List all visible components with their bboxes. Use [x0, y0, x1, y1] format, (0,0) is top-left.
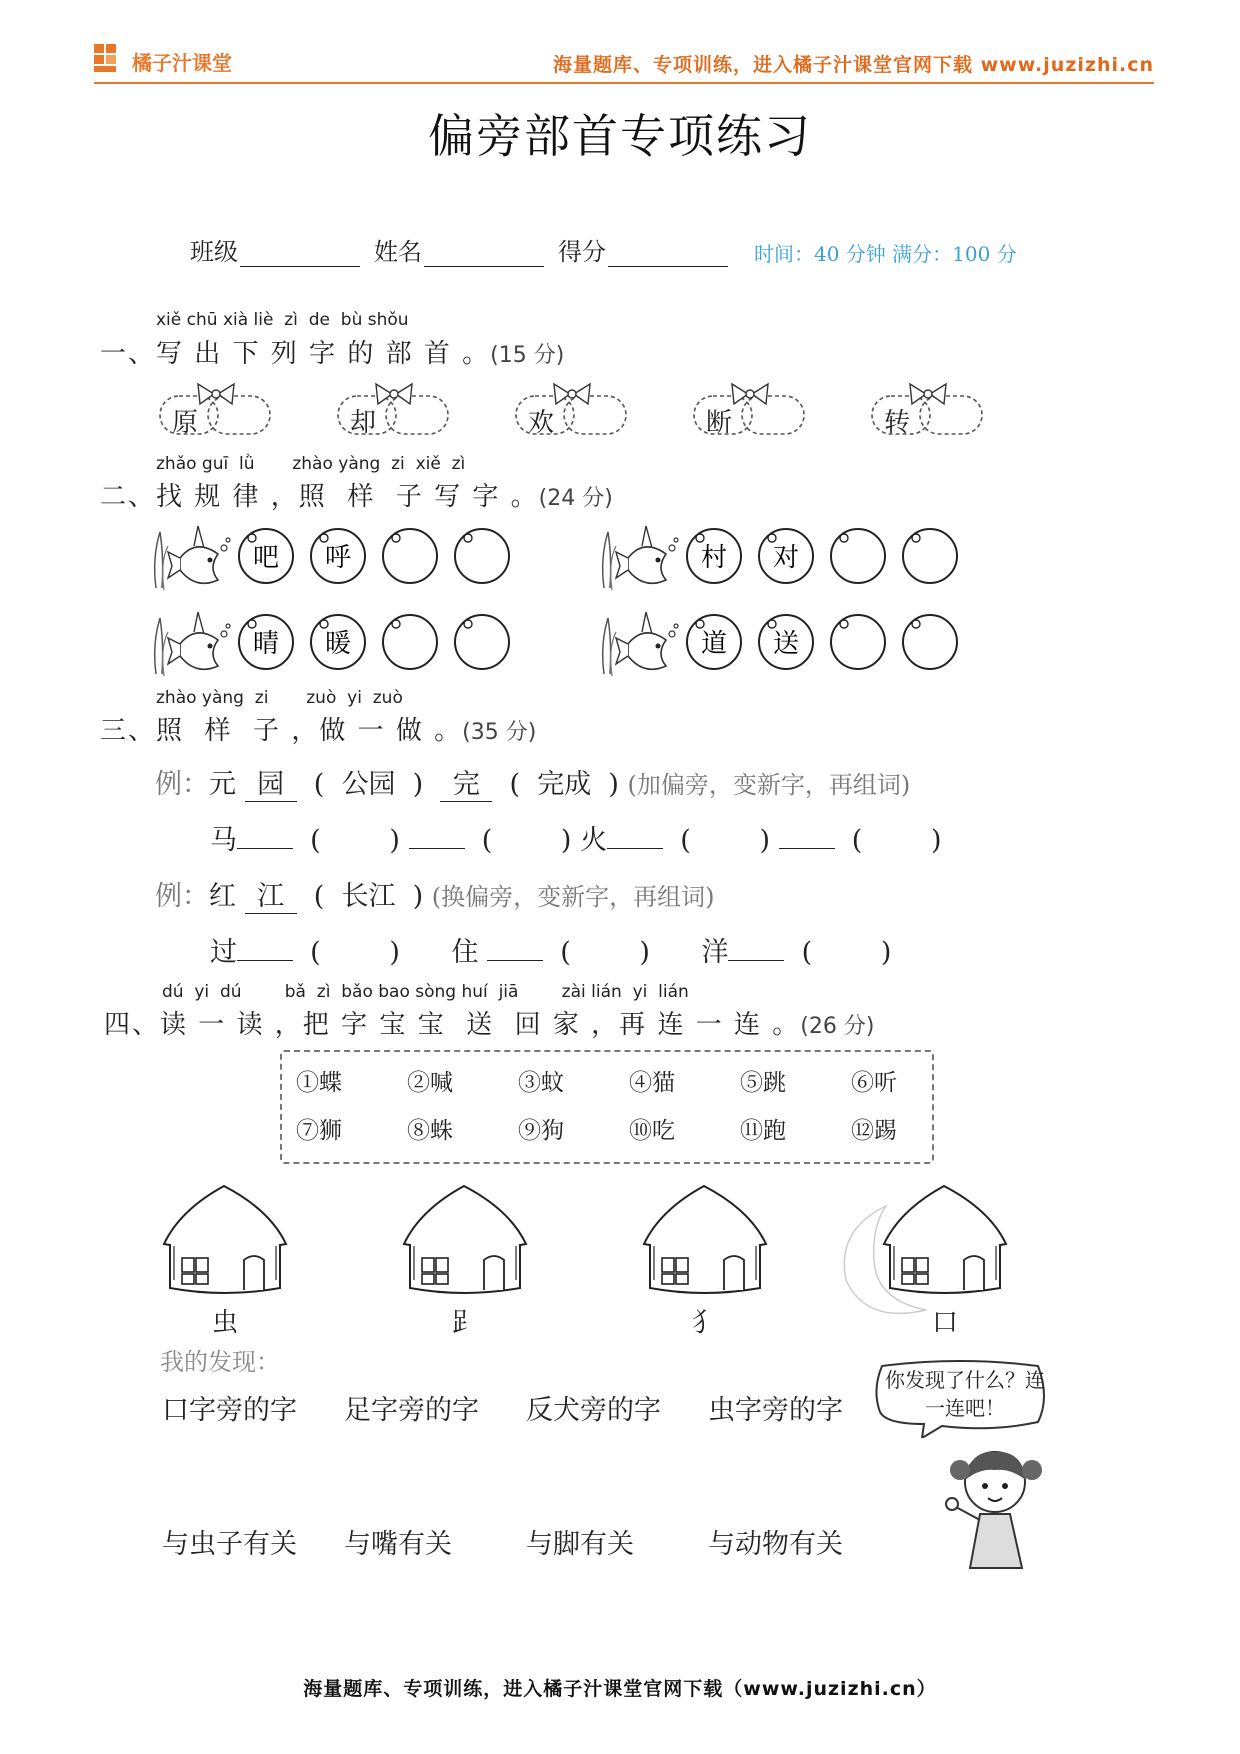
class-label: 班级: [190, 238, 238, 266]
bubble-highlight: [248, 534, 256, 542]
exercise2-char-yang: 洋: [701, 937, 729, 968]
header-divider: [94, 82, 1154, 84]
category-item[interactable]: 虫字旁的字: [708, 1395, 843, 1426]
paren-close: ): [930, 825, 942, 856]
section3-title-text: 三、照 样 子 ，做 一 做 。: [100, 716, 463, 746]
section1-char: 断: [706, 408, 733, 438]
section1-char: 转: [884, 408, 911, 438]
score-blank[interactable]: [608, 242, 728, 267]
bubble-highlight: [248, 620, 256, 628]
bubble-char: 对: [772, 543, 800, 573]
meaning-item[interactable]: 与动物有关: [708, 1529, 843, 1560]
paren-close: ): [389, 937, 400, 968]
example1-note: (加偏旁，变新字，再组词): [627, 771, 911, 799]
section1-title-text: 一、写 出 下 列 字 的 部 首 。: [100, 339, 491, 369]
paren-open: (: [801, 937, 813, 968]
example1-char: 元: [209, 769, 236, 800]
bubble-highlight: [696, 534, 704, 542]
exercise1-char-ma: 马: [210, 825, 237, 856]
meaning-item[interactable]: 与虫子有关: [162, 1529, 297, 1560]
character-item[interactable]: ⑦狮: [296, 1118, 342, 1144]
character-item[interactable]: ⑧蛛: [407, 1118, 453, 1144]
category-item[interactable]: 反犬旁的字: [526, 1395, 661, 1426]
exercise2-row: [210, 930, 891, 969]
paren-open: (: [481, 825, 493, 856]
category-item[interactable]: 足字旁的字: [344, 1395, 479, 1426]
example1-word2: ( 完成 ): [509, 769, 619, 800]
example2-new-char: 江: [245, 874, 297, 914]
section1-title: [100, 333, 564, 370]
logo-text: 橘子汁课堂: [132, 51, 232, 75]
example2-label: 例：: [155, 881, 209, 912]
bubble-char: 村: [700, 543, 728, 573]
bubble-highlight: [912, 534, 920, 542]
character-item[interactable]: ⑥听: [851, 1070, 897, 1096]
paren-open: (: [851, 825, 863, 856]
bubble-answer-blank[interactable]: [455, 615, 509, 669]
exercise2-char-guo: 过: [210, 937, 237, 968]
paren-open: (: [310, 825, 321, 856]
bubble-answer-blank[interactable]: [831, 615, 885, 669]
bubble-char: 送: [772, 629, 800, 659]
score-label: 得分: [558, 238, 606, 266]
bubble-highlight: [392, 620, 400, 628]
moon-decoration-icon: [826, 1200, 946, 1330]
header-slogan: 海量题库、专项训练，进入橘子汁课堂官网下载 www.juzizhi.cn: [553, 54, 1154, 76]
page-title: 偏旁部首专项练习: [428, 109, 812, 163]
section1-answer-blank[interactable]: [750, 400, 802, 434]
section3-pinyin: zhào yàng zi zuò yi zuò: [156, 688, 403, 708]
example2-row: [155, 874, 715, 914]
paren-open: (: [310, 937, 321, 968]
section2-title-text: 二、找 规 律 ，照 样 子 写 字 。: [100, 482, 539, 512]
paren-open: (: [560, 937, 571, 968]
bubble-highlight: [840, 620, 848, 628]
section4-title-text: 四、读 一 读 ，把 字 宝 宝 送 回 家 ，再 连 一 连 。: [104, 1010, 801, 1040]
bubble-char: 呼: [324, 543, 352, 573]
bubble-answer-blank[interactable]: [455, 529, 509, 583]
bubble-answer-blank[interactable]: [831, 529, 885, 583]
exercise2-blank1[interactable]: [237, 960, 293, 961]
name-label: 姓名: [374, 238, 422, 266]
section3-title: [100, 710, 536, 747]
logo-icon: [94, 44, 128, 74]
section1-score: (15 分): [490, 343, 565, 368]
footer-text: 海量题库、专项训练，进入橘子汁课堂官网下载（www.juzizhi.cn）: [303, 1678, 937, 1700]
section1-answer-blank[interactable]: [928, 400, 980, 434]
bubble-highlight: [840, 534, 848, 542]
class-blank[interactable]: [240, 242, 360, 267]
bubble-char: 晴: [252, 629, 280, 659]
exercise1-blank4[interactable]: [779, 848, 835, 849]
example2-char: 红: [209, 881, 236, 912]
speech-text: 你发现了什么？连一连吧！: [885, 1368, 1045, 1420]
section1-char: 却: [350, 408, 377, 438]
section4-score: (26 分): [800, 1014, 875, 1039]
exercise1-blank2[interactable]: [409, 848, 465, 849]
house-icon[interactable]: [400, 1180, 530, 1300]
section2-pinyin: zhǎo guī lǜ zhào yàng zi xiě zì: [156, 454, 466, 474]
house-radical: 口: [932, 1308, 959, 1338]
paren-close: ): [389, 825, 400, 856]
bubble-highlight: [392, 534, 400, 542]
house-radical: 虫: [212, 1308, 239, 1338]
bubble-answer-blank[interactable]: [903, 529, 957, 583]
bubble-char: 吧: [252, 543, 280, 573]
example1-word1: ( 公园 ): [313, 769, 424, 800]
paren-close: ): [880, 937, 892, 968]
character-item[interactable]: ⑩吃: [629, 1118, 675, 1144]
bubble-answer-blank[interactable]: [903, 615, 957, 669]
character-item[interactable]: ⑤跳: [740, 1070, 786, 1096]
student-info-row: [190, 232, 1017, 267]
bubble-highlight: [768, 620, 776, 628]
exercise1-blank1[interactable]: [237, 848, 293, 849]
section2-score: (24 分): [538, 486, 613, 511]
bubble-char: 道: [700, 629, 728, 659]
category-item[interactable]: 口字旁的字: [162, 1395, 297, 1426]
character-item[interactable]: ②喊: [407, 1070, 453, 1096]
fish-icon: [155, 526, 230, 590]
bubble-highlight: [696, 620, 704, 628]
bubble-highlight: [320, 534, 328, 542]
section1-pinyin: xiě chū xià liè zì de bù shǒu: [156, 310, 409, 330]
paren-close: ): [639, 937, 650, 968]
paren-open: (: [680, 825, 691, 856]
house-icon[interactable]: [640, 1180, 770, 1300]
house-icon[interactable]: [160, 1180, 290, 1300]
section1-answer-blank[interactable]: [572, 400, 624, 434]
example1-row: [155, 762, 910, 802]
meaning-item[interactable]: 与嘴有关: [344, 1529, 452, 1560]
example2-note: (换偏旁，变新字，再组词): [431, 883, 715, 911]
character-item[interactable]: ⑪跑: [740, 1118, 786, 1144]
section4-pinyin: dú yi dú bǎ zì bǎo bao sòng huí jiā zài lián yi lián: [162, 982, 689, 1002]
bubble-answer-blank[interactable]: [383, 615, 437, 669]
name-blank[interactable]: [424, 242, 544, 267]
section2-title: [100, 476, 613, 513]
meaning-item[interactable]: 与脚有关: [526, 1529, 634, 1560]
character-item[interactable]: ①蝶: [296, 1070, 342, 1096]
section3-score: (35 分): [462, 720, 537, 745]
section1-answer-blank[interactable]: [216, 400, 268, 434]
fish-icon: [155, 612, 230, 676]
example1-new-char: 园: [245, 762, 297, 802]
bubble-highlight: [464, 620, 472, 628]
exercise2-blank3[interactable]: [728, 960, 784, 961]
character-item[interactable]: ⑫踢: [851, 1118, 897, 1144]
example1-label: 例：: [155, 769, 209, 800]
bubble-highlight: [768, 534, 776, 542]
character-item[interactable]: ⑨狗: [518, 1118, 564, 1144]
bubble-highlight: [912, 620, 920, 628]
section1-answer-blank[interactable]: [394, 400, 446, 434]
exercise1-char-huo: 火: [580, 825, 608, 856]
girl-cartoon-icon: [940, 1440, 1050, 1570]
exercise2-char-zhu: 住: [451, 937, 479, 968]
bubble-answer-blank[interactable]: [383, 529, 437, 583]
exercise1-blank3[interactable]: [607, 848, 663, 849]
character-item[interactable]: ③蚊: [518, 1070, 564, 1096]
discover-label: 我的发现：: [160, 1348, 280, 1376]
time-score-info: 时间：40 分钟 满分：100 分: [754, 242, 1017, 266]
bubble-highlight: [464, 534, 472, 542]
exercise1-row: [210, 818, 942, 857]
house-radical: 𧾷: [452, 1308, 479, 1338]
section1-char: 原: [172, 408, 199, 438]
fish-icon: [603, 526, 678, 590]
fish-icon: [603, 612, 678, 676]
section1-char: 欢: [528, 408, 555, 438]
section2-bubbles: [150, 518, 1050, 688]
paren-close: ): [560, 825, 572, 856]
character-box: [280, 1050, 934, 1164]
bubble-char: 暖: [324, 629, 352, 659]
house-radical: 犭: [692, 1308, 719, 1338]
bubble-highlight: [320, 620, 328, 628]
character-item[interactable]: ④猫: [629, 1070, 675, 1096]
section4-title: [104, 1004, 874, 1041]
paren-close: ): [759, 825, 770, 856]
example1-new-char2: 完: [440, 762, 492, 802]
example2-word: ( 长江 ): [313, 881, 424, 912]
exercise2-blank2[interactable]: [487, 960, 543, 961]
